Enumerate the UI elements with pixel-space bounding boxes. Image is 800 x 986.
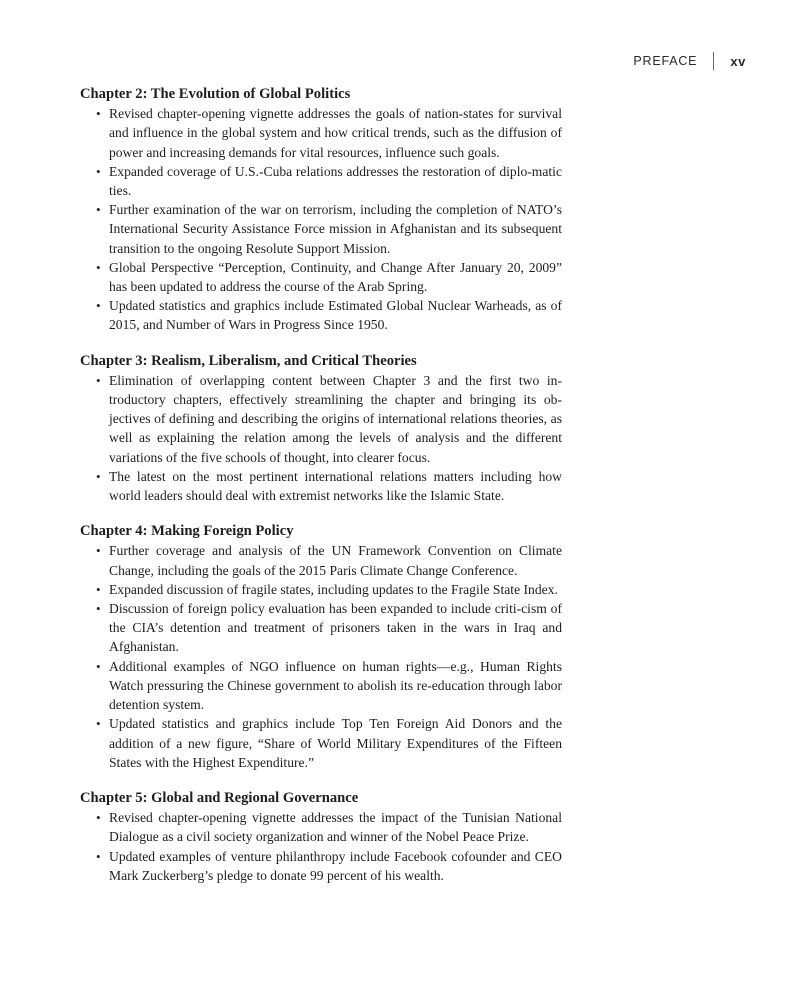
bullet-item [80, 847, 562, 885]
bullet-item [80, 541, 562, 579]
chapter-heading: Chapter 3: Realism, Liberalism, and Critical Theories [80, 352, 417, 369]
running-head-divider [713, 52, 714, 70]
bullet-text: Revised chapter-opening vignette addresses the impact of the Tunisian National Dialogue as a civil society organization and winner of the Nobel Peace Prize. [109, 810, 562, 845]
chapter-heading: Chapter 2: The Evolution of Global Politics [80, 86, 351, 102]
bullet-text: Elimination of overlapping content between Chapter 3 and the first two in-troductory chapters, effectively streamlining the chapter and bringing its ob-jectives of defining and describing the origins of international relations theories, as well as explaining the relation among the levels of analysis and the different variations of the five schools of thought, into clearer focus. [109, 372, 562, 465]
bullet-icon: • [96, 601, 101, 617]
bullet-text: Additional examples of NGO influence on human rights—e.g., Human Rights Watch pressuring the Chinese government to abolish its re-education through labor detention system. [109, 658, 562, 713]
bullet-icon: • [96, 163, 101, 179]
bullet-text: Discussion of foreign policy evaluation has been expanded to include criti-cism of the CIA’s detention and treatment of prisoners taken in the wars in Iraq and Afghanistan. [109, 601, 562, 655]
bullet-item [80, 599, 562, 657]
chapter-4-section [80, 522, 562, 772]
bullet-icon: • [96, 259, 101, 275]
page-body [80, 85, 562, 902]
bullet-icon: • [96, 848, 101, 864]
bullet-text: Updated statistics and graphics include Estimated Global Nuclear Warheads, as of 2015, and Number of Wars in Progress Since 1950. [109, 298, 562, 333]
bullet-icon: • [96, 372, 101, 388]
bullet-text: Global Perspective “Perception, Continuity, and Change After January 20, 2009” has been updated to address the course of the Arab Spring. [109, 259, 562, 295]
bullet-icon: • [96, 468, 101, 484]
bullet-list [80, 808, 562, 885]
bullet-list [80, 371, 562, 505]
bullet-icon: • [96, 202, 101, 218]
chapter-2-section [80, 85, 562, 335]
bullet-item [80, 714, 562, 772]
bullet-item [80, 808, 562, 846]
bullet-item [80, 162, 562, 200]
bullet-text: Expanded discussion of fragile states, including updates to the Fragile State Index. [109, 581, 558, 597]
bullet-text: Revised chapter-opening vignette addresses the goals of nation-states for survival and influence in the global system and how critical trends, such as the diffusion of power and increasing demands for vital resources, influence such goals. [109, 106, 562, 160]
bullet-item [80, 258, 562, 296]
bullet-icon: • [96, 581, 101, 597]
bullet-text: Expanded coverage of U.S.-Cuba relations addresses the restoration of diplo-matic ties. [109, 163, 562, 199]
running-head [633, 51, 746, 71]
bullet-item [80, 104, 562, 162]
bullet-item [80, 657, 562, 715]
bullet-text: Further coverage and analysis of the UN Framework Convention on Climate Change, including the goals of the 2015 Paris Climate Change Conference. [109, 543, 562, 578]
running-head-section: PREFACE [633, 54, 698, 68]
bullet-item [80, 200, 562, 258]
bullet-icon: • [96, 716, 101, 732]
bullet-text: The latest on the most pertinent international relations matters including how world leaders should deal with extremist networks like the Islamic State. [109, 468, 562, 504]
bullet-icon: • [96, 298, 101, 314]
bullet-text: Updated examples of venture philanthropy include Facebook cofounder and CEO Mark Zuckerberg’s pledge to donate 99 percent of his wealth. [109, 848, 562, 883]
bullet-icon: • [96, 543, 101, 559]
bullet-text: Updated statistics and graphics include Top Ten Foreign Aid Donors and the addition of a new figure, “Share of World Military Expenditures of the Fifteen States with the Highest Expenditure.” [109, 716, 562, 770]
page-number: xv [730, 53, 746, 69]
bullet-item [80, 580, 562, 599]
chapter-5-section [80, 789, 562, 885]
chapter-heading: Chapter 4: Making Foreign Policy [80, 523, 294, 540]
bullet-list [80, 541, 562, 771]
bullet-icon: • [96, 810, 101, 826]
bullet-icon: • [96, 106, 101, 122]
chapter-3-section [80, 352, 562, 506]
chapter-heading: Chapter 5: Global and Regional Governance [80, 789, 359, 806]
bullet-item [80, 371, 562, 467]
bullet-text: Further examination of the war on terrorism, including the completion of NATO’s International Security Assistance Force mission in Afghanistan and its subsequent transition to the ongoing Resolute Support Mission. [109, 202, 562, 256]
bullet-item [80, 296, 562, 334]
bullet-item [80, 467, 562, 505]
bullet-icon: • [96, 658, 101, 674]
bullet-list [80, 104, 562, 334]
